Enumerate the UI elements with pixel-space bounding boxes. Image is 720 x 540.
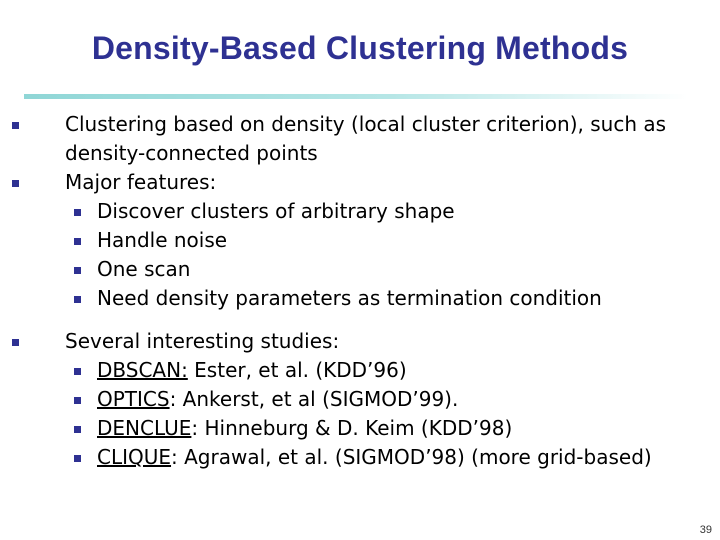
feature-text: One scan xyxy=(97,257,191,281)
study-citation: : Agrawal, et al. (SIGMOD’98) (more grid-based) xyxy=(171,445,652,469)
study-name-link[interactable]: OPTICS xyxy=(97,387,170,411)
bullet-square-icon xyxy=(74,397,81,404)
feature-text: Handle noise xyxy=(97,228,228,252)
study-item-denclue xyxy=(0,414,720,443)
study-name-link[interactable]: DENCLUE xyxy=(97,416,192,440)
page-number: 39 xyxy=(699,524,712,536)
feature-item xyxy=(0,255,720,284)
feature-item xyxy=(0,284,720,313)
bullet-square-icon xyxy=(12,122,19,129)
feature-text: Discover clusters of arbitrary shape xyxy=(97,199,455,223)
bullet-studies xyxy=(0,327,720,356)
slide-title: Density-Based Clustering Methods xyxy=(91,30,629,66)
bullet-square-icon xyxy=(74,296,81,303)
bullet-square-icon xyxy=(74,209,81,216)
study-item-clique xyxy=(0,443,720,472)
study-name-link[interactable]: CLIQUE xyxy=(97,445,172,469)
bullet-square-icon xyxy=(74,426,81,433)
feature-item xyxy=(0,226,720,255)
study-item-optics xyxy=(0,385,720,414)
spacer xyxy=(0,313,720,327)
feature-item xyxy=(0,197,720,226)
bullet-text: Several interesting studies: xyxy=(65,329,340,353)
bullet-square-icon xyxy=(74,455,81,462)
bullet-text: Clustering based on density (local cluster criterion), such as xyxy=(65,112,667,136)
study-citation: : Ankerst, et al (SIGMOD’99). xyxy=(169,387,459,411)
bullet-text-continued: density-connected points xyxy=(65,141,318,165)
bullet-density xyxy=(0,110,720,168)
study-citation: Ester, et al. (KDD’96) xyxy=(187,358,407,382)
bullet-major-features xyxy=(0,168,720,197)
feature-text: Need density parameters as termination condition xyxy=(97,286,602,310)
study-name-link[interactable]: DBSCAN: xyxy=(97,358,188,382)
bullet-square-icon xyxy=(12,339,19,346)
slide-body xyxy=(0,110,720,472)
bullet-text: Major features: xyxy=(65,170,217,194)
bullet-square-icon xyxy=(74,368,81,375)
bullet-square-icon xyxy=(12,180,19,187)
bullet-square-icon xyxy=(74,238,81,245)
title-divider xyxy=(24,94,688,99)
study-item-dbscan xyxy=(0,356,720,385)
bullet-square-icon xyxy=(74,267,81,274)
study-citation: : Hinneburg & D. Keim (KDD’98) xyxy=(191,416,513,440)
